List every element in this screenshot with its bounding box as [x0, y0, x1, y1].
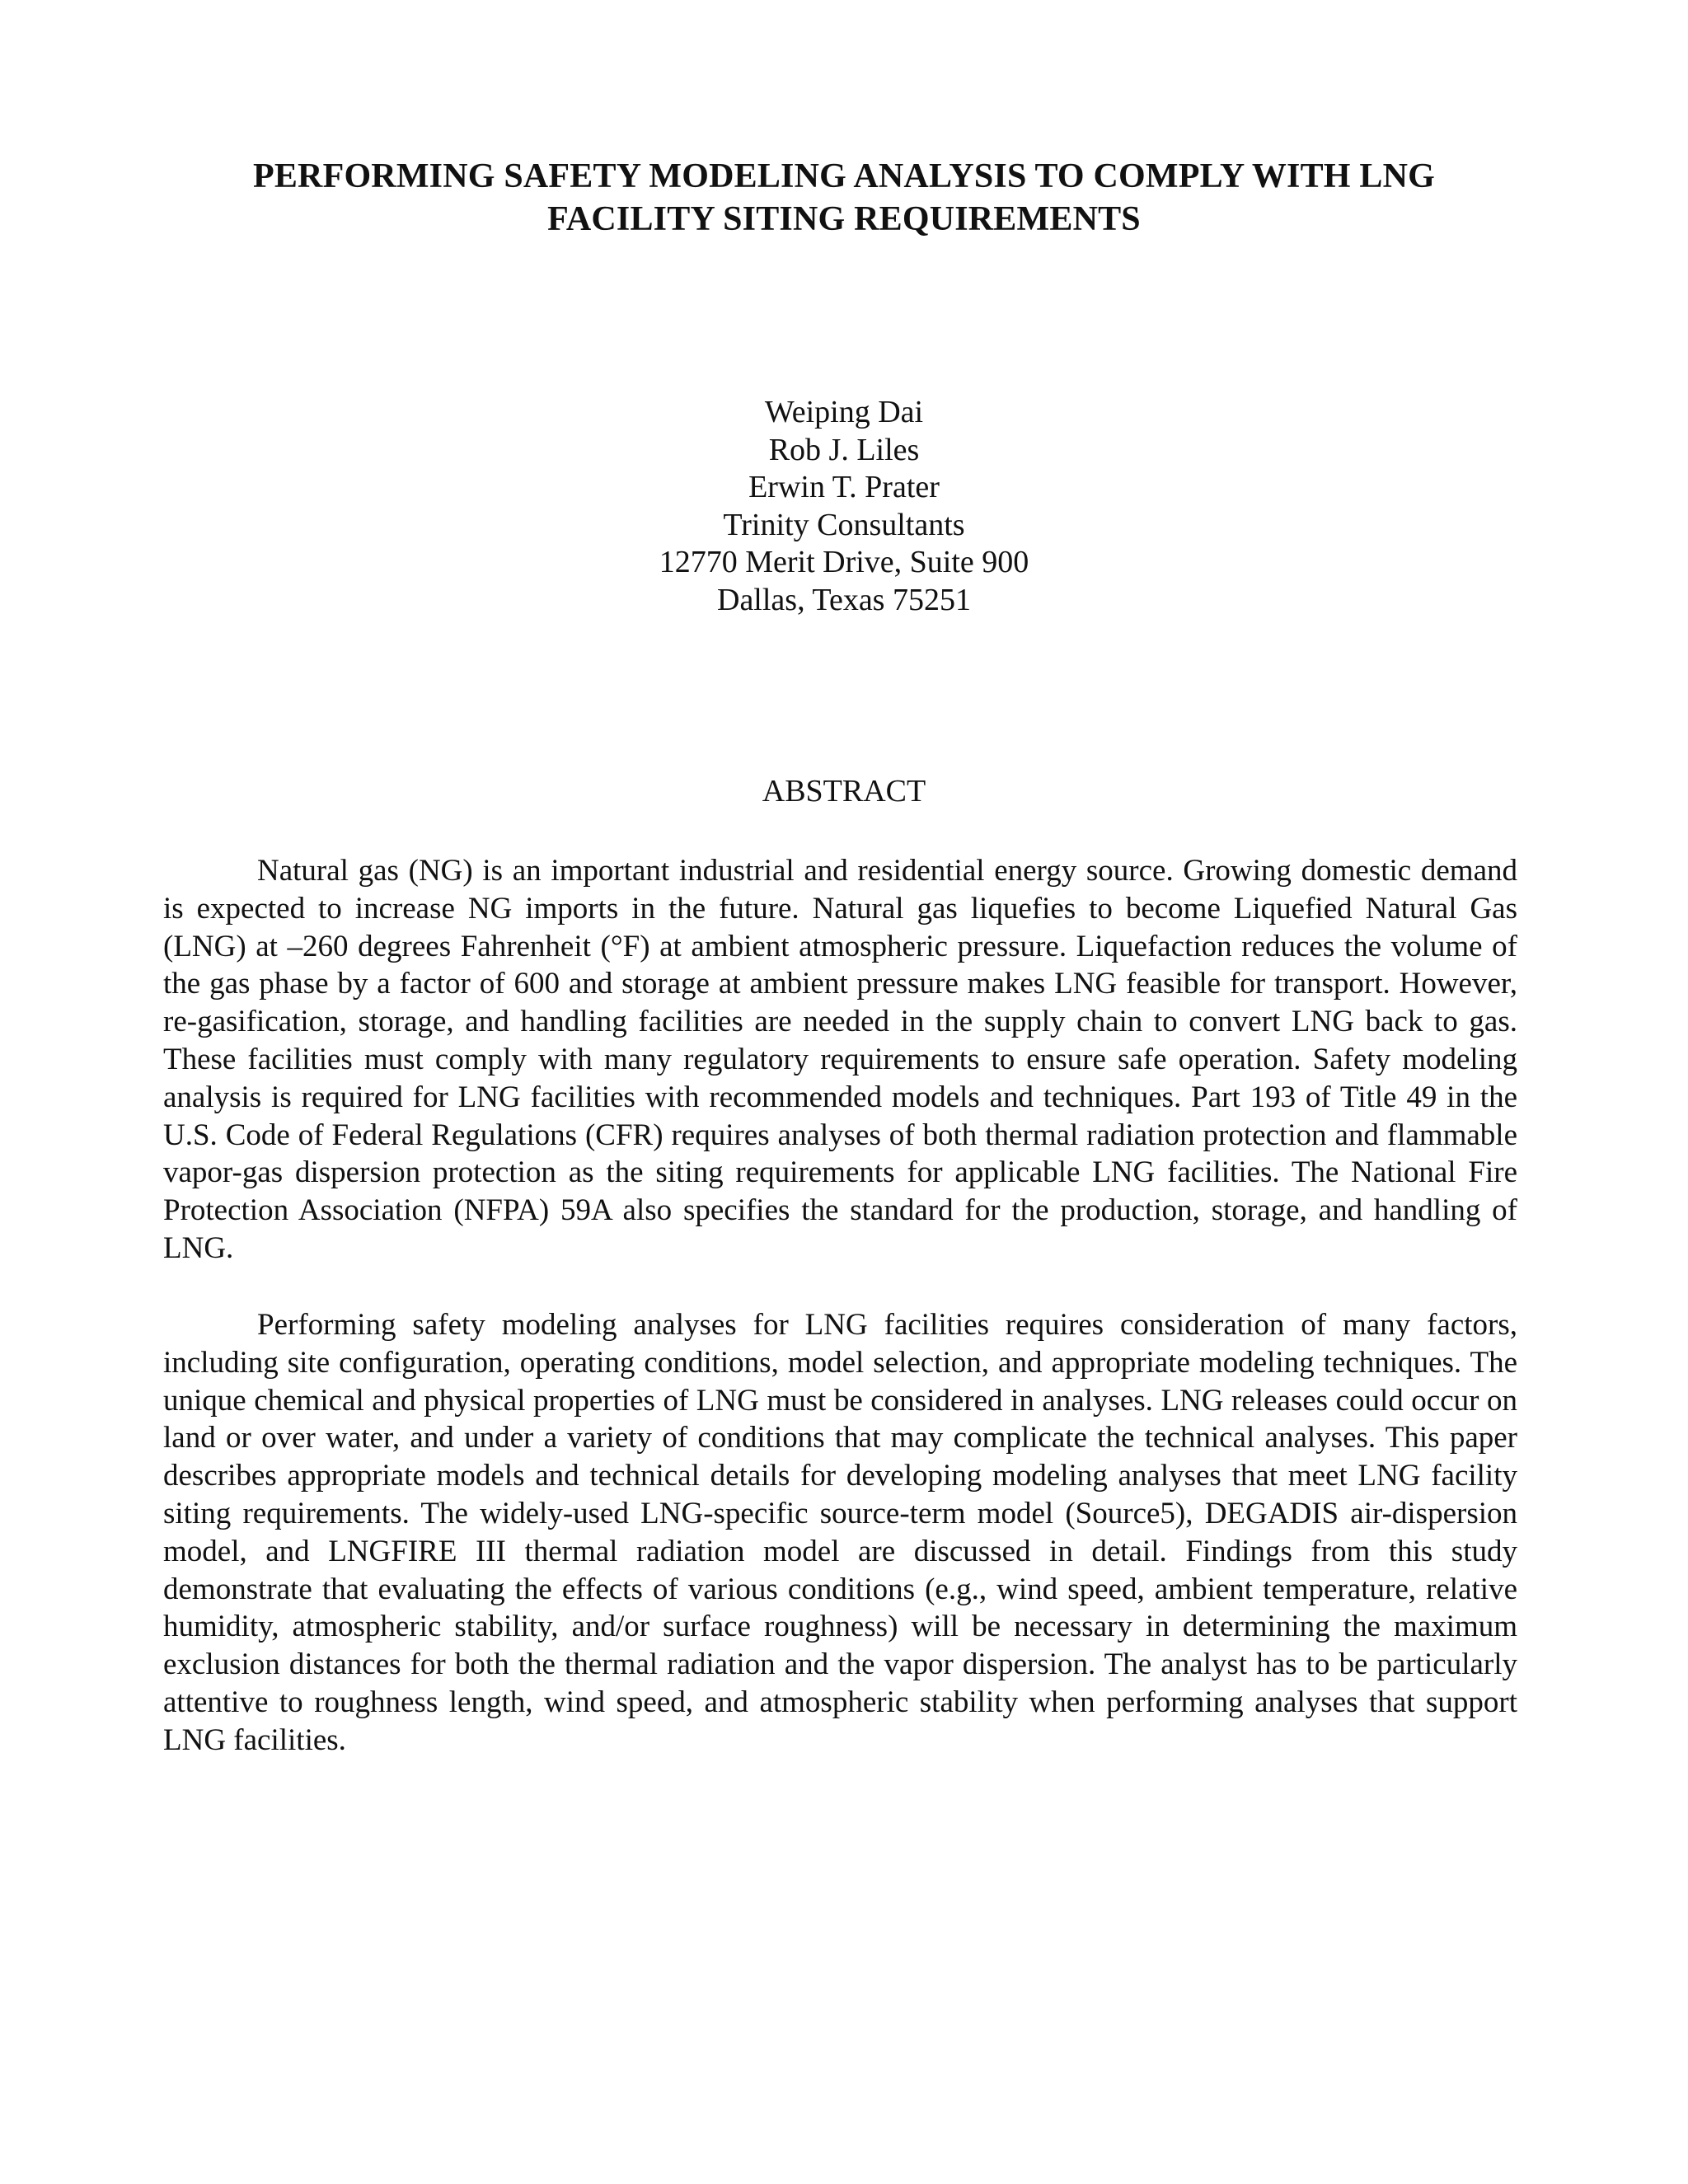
author-name: Rob J. Liles	[768, 432, 920, 467]
author-name: Weiping Dai	[764, 395, 924, 429]
paper-title-line-2: FACILITY SITING REQUIREMENTS	[547, 200, 1141, 238]
abstract-paragraph-2: Performing safety modeling analyses for LNG facilities requires consideration of many factors, including site configuration, operating conditions, model selection, and appropriate modeling techniques. The unique chemical and physical properties of LNG must be considered in analyses. LNG releases could occur on land or over water, and under a variety of conditions that may complicate the technical analyses. This paper describes appropriate models and technical details for developing modeling analyses that meet LNG facility siting requirements. The widely-used LNG-specific source-term model (Source5), DEGADIS air-dispersion model, and LNGFIRE III thermal radiation model are discussed in detail. Findings from this study demonstrate that evaluating the effects of various conditions (e.g., wind speed, ambient temperature, relative humidity, atmospheric stability, and/or surface roughness) will be necessary in determining the maximum exclusion distances for both the thermal radiation and the vapor dispersion. The analyst has to be particularly attentive to roughness length, wind speed, and atmospheric stability when performing analyses that support LNG facilities.	[163, 1308, 1517, 1757]
abstract-heading: ABSTRACT	[762, 774, 926, 808]
author-name: Erwin T. Prater	[748, 470, 940, 505]
abstract-paragraph-1: Natural gas (NG) is an important industrial and residential energy source. Growing domestic demand is expected to increase NG imports in the future. Natural gas liquefies to become Liquefied Natural Gas (LNG) at –260 degrees Fahrenheit (°F) at ambient atmospheric pressure. Liquefaction reduces the volume of the gas phase by a factor of 600 and storage at ambient pressure makes LNG feasible for transport. However, re-gasification, storage, and handling facilities are needed in the supply chain to convert LNG back to gas. These facilities must comply with many regulatory requirements to ensure safe operation. Safety modeling analysis is required for LNG facilities with recommended models and techniques. Part 193 of Title 49 in the U.S. Code of Federal Regulations (CFR) requires analyses of both thermal radiation protection and flammable vapor-gas dispersion protection as the siting requirements for applicable LNG facilities. The National Fire Protection Association (NFPA) 59A also specifies the standard for the production, storage, and handling of LNG.	[163, 854, 1517, 1265]
affiliation-address-line-1: 12770 Merit Drive, Suite 900	[659, 545, 1029, 580]
paper-title	[124, 155, 1564, 241]
author-block	[0, 394, 1688, 620]
paper-title-line-1: PERFORMING SAFETY MODELING ANALYSIS TO COMPLY WITH LNG	[252, 157, 1435, 195]
affiliation-organization: Trinity Consultants	[723, 507, 965, 542]
affiliation-address-line-2: Dallas, Texas 75251	[717, 582, 971, 617]
